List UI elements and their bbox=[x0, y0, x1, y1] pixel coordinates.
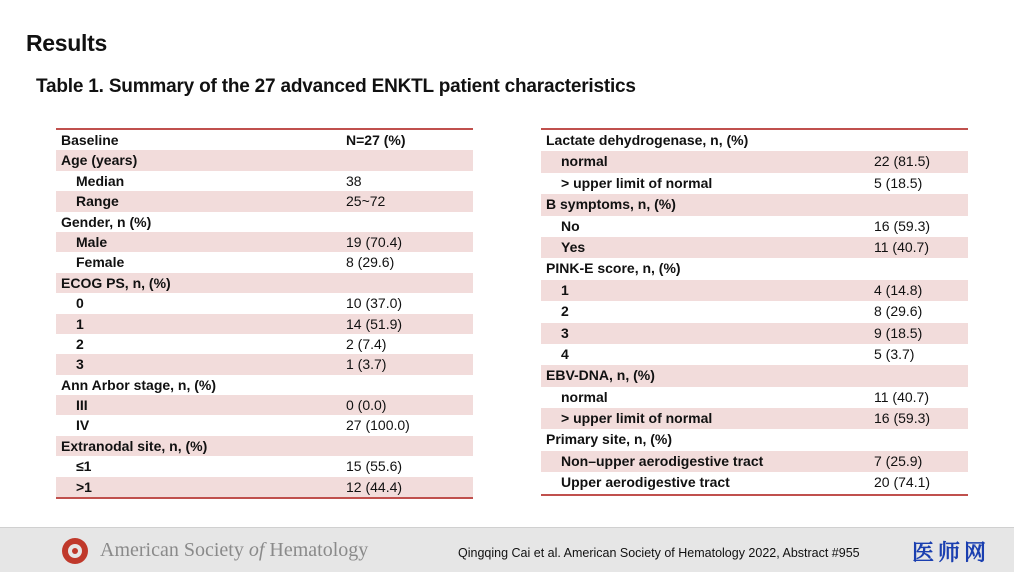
table-row bbox=[541, 237, 968, 258]
table-row bbox=[56, 314, 473, 334]
table-row bbox=[56, 415, 473, 435]
row-value: 8 (29.6) bbox=[874, 303, 923, 320]
table-row bbox=[541, 472, 968, 493]
row-value: N=27 (%) bbox=[346, 132, 406, 148]
row-label: normal bbox=[561, 388, 608, 405]
row-value: 9 (18.5) bbox=[874, 324, 923, 341]
table-row bbox=[541, 280, 968, 301]
row-label: No bbox=[561, 217, 580, 234]
row-value: 20 (74.1) bbox=[874, 474, 931, 491]
table-row bbox=[56, 252, 473, 272]
footer-bar bbox=[0, 527, 1014, 572]
row-value: 7 (25.9) bbox=[874, 452, 923, 469]
citation-text: Qingqing Cai et al. American Society of Hematology 2022, Abstract #955 bbox=[458, 546, 860, 560]
table-category-row bbox=[541, 258, 968, 279]
row-value: 2 (7.4) bbox=[346, 335, 387, 352]
table-row bbox=[541, 216, 968, 237]
row-label: Age (years) bbox=[61, 152, 138, 169]
table-category-row bbox=[541, 365, 968, 386]
row-label: 1 bbox=[561, 281, 569, 298]
row-label: > upper limit of normal bbox=[561, 410, 713, 427]
row-label: 3 bbox=[76, 356, 84, 373]
table-row bbox=[56, 395, 473, 415]
row-value: 8 (29.6) bbox=[346, 254, 395, 271]
table-row bbox=[56, 232, 473, 252]
row-label: B symptoms, n, (%) bbox=[546, 196, 676, 213]
row-label: Extranodal site, n, (%) bbox=[61, 437, 208, 454]
row-value: 5 (18.5) bbox=[874, 174, 923, 191]
row-label: Upper aerodigestive tract bbox=[561, 474, 730, 491]
table-row bbox=[541, 344, 968, 365]
table-row bbox=[541, 323, 968, 344]
row-label: III bbox=[76, 397, 88, 414]
row-label: 3 bbox=[561, 324, 569, 341]
table-row bbox=[56, 171, 473, 191]
row-value: 11 (40.7) bbox=[874, 238, 929, 255]
row-label: Female bbox=[76, 254, 125, 271]
row-value: 16 (59.3) bbox=[874, 410, 931, 427]
row-value: 12 (44.4) bbox=[346, 478, 403, 495]
row-value: 38 bbox=[346, 172, 362, 189]
row-label: 2 bbox=[561, 303, 569, 320]
row-label: 0 bbox=[76, 295, 84, 312]
table-category-row bbox=[541, 429, 968, 450]
table-row bbox=[541, 451, 968, 472]
row-value: 4 (14.8) bbox=[874, 281, 923, 298]
row-value: 19 (70.4) bbox=[346, 233, 403, 250]
row-value: 0 (0.0) bbox=[346, 397, 387, 414]
table-title: Table 1. Summary of the 27 advanced ENKTL patient characteristics bbox=[36, 76, 636, 97]
table-row bbox=[541, 387, 968, 408]
row-value: 27 (100.0) bbox=[346, 417, 410, 434]
row-label: Ann Arbor stage, n, (%) bbox=[61, 376, 217, 393]
row-label: EBV-DNA, n, (%) bbox=[546, 367, 655, 384]
row-label: 1 bbox=[76, 315, 84, 332]
table-category-row bbox=[56, 375, 473, 395]
row-label: > upper limit of normal bbox=[561, 174, 713, 191]
row-value: 1 (3.7) bbox=[346, 356, 387, 373]
row-value: 11 (40.7) bbox=[874, 388, 929, 405]
row-value: 15 (55.6) bbox=[346, 458, 403, 475]
table-category-row bbox=[56, 436, 473, 456]
watermark-logo: 医师网 bbox=[912, 540, 991, 566]
table-row bbox=[541, 173, 968, 194]
table-row bbox=[56, 293, 473, 313]
row-label: ≤1 bbox=[76, 458, 92, 475]
results-heading: Results bbox=[26, 30, 107, 56]
row-value: 14 (51.9) bbox=[346, 315, 403, 332]
right-table bbox=[541, 128, 968, 496]
table-row bbox=[541, 301, 968, 322]
row-label: Non–upper aerodigestive tract bbox=[561, 452, 764, 469]
row-value: 25~72 bbox=[346, 193, 386, 210]
row-label: 4 bbox=[561, 345, 569, 362]
row-label: IV bbox=[76, 417, 90, 434]
row-label: Primary site, n, (%) bbox=[546, 431, 673, 448]
row-label: Male bbox=[76, 233, 108, 250]
row-label: ECOG PS, n, (%) bbox=[61, 274, 171, 291]
row-label: PINK-E score, n, (%) bbox=[546, 260, 681, 277]
row-label: normal bbox=[561, 153, 608, 170]
table-row bbox=[56, 477, 473, 497]
table-category-row bbox=[56, 273, 473, 293]
table-category-row bbox=[56, 212, 473, 232]
table-category-row bbox=[541, 194, 968, 215]
row-label: Median bbox=[76, 172, 125, 189]
row-label: >1 bbox=[76, 478, 92, 495]
row-label: Gender, n (%) bbox=[61, 213, 152, 230]
row-value: 16 (59.3) bbox=[874, 217, 931, 234]
row-value: 22 (81.5) bbox=[874, 153, 931, 170]
table-category-row bbox=[541, 130, 968, 151]
table-row bbox=[541, 408, 968, 429]
table-row bbox=[56, 456, 473, 476]
table-row bbox=[56, 354, 473, 374]
table-row bbox=[56, 334, 473, 354]
left-table bbox=[56, 128, 473, 499]
row-value: 10 (37.0) bbox=[346, 295, 403, 312]
row-value: 5 (3.7) bbox=[874, 345, 915, 362]
table-header-row bbox=[56, 130, 473, 150]
table-row bbox=[541, 151, 968, 172]
table-category-row bbox=[56, 150, 473, 170]
ash-logo-icon bbox=[62, 538, 88, 564]
ash-logo-text: American Society of Hematology bbox=[100, 539, 369, 561]
row-label: 2 bbox=[76, 335, 84, 352]
row-label: Yes bbox=[561, 238, 586, 255]
row-label: Range bbox=[76, 193, 119, 210]
row-label: Baseline bbox=[61, 132, 119, 148]
table-row bbox=[56, 191, 473, 211]
row-label: Lactate dehydrogenase, n, (%) bbox=[546, 132, 749, 148]
